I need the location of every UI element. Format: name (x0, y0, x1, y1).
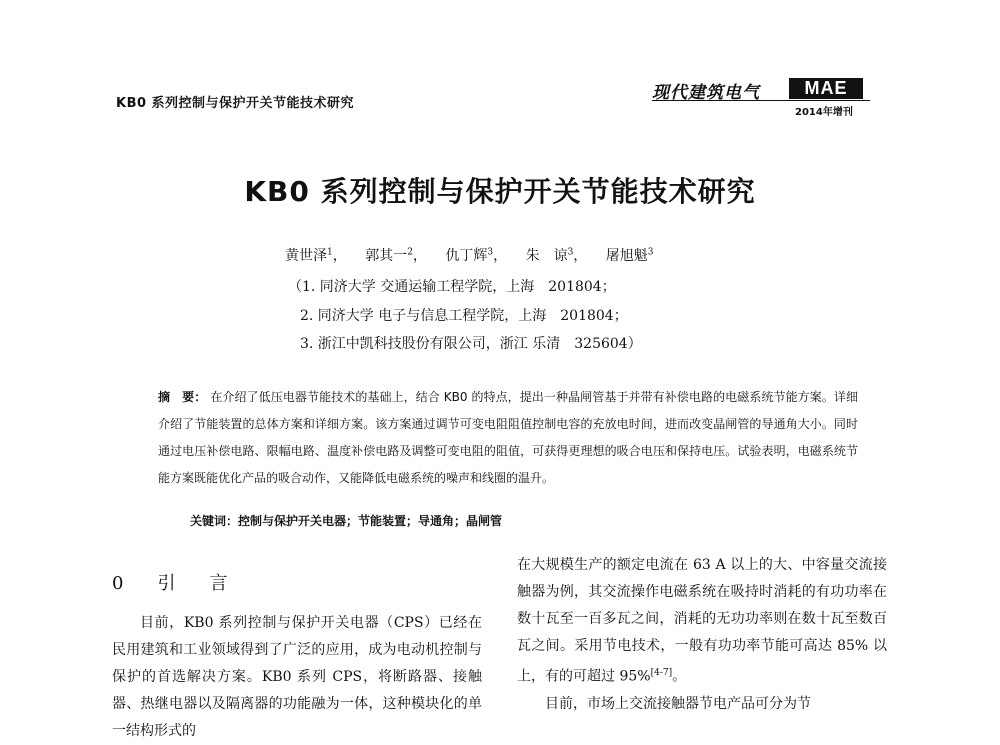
body-column-right (517, 552, 887, 718)
keywords: 关键词：控制与保护开关电器；节能装置；导通角；晶闸管 (190, 514, 503, 528)
body-paragraph: 目前，KB0 系列控制与保护开关电器（CPS）已经在民用建筑和工业领域得到了广泛的应用，成为电动机控制与保护的首选解决方案。KB0 系列 CPS，将断路器、接触器、热继电器以及隔离器的功能融为一体，这种模块化的单一结构形式的 (112, 615, 482, 739)
author: 屠旭魁$^3$ (605, 247, 654, 264)
affiliation: 3. 浙江中凯科技股份有限公司，浙江 乐清 325604） (300, 336, 642, 352)
abstract-text: 在介绍了低压电器节能技术的基础上，结合 KB0 的特点，提出一种晶闸管基于并带有补偿电路的电磁系统节能方案。详细介绍了节能装置的总体方案和详细方案。该方案通过调节可变电阻阻值控制电容的充放电时间，进而改变晶闸管的导通角大小。同时通过电压补偿电路、限幅电路、温度补偿电路及调整可变电阻的阻值，可获得更理想的吸合电压和保持电压。试验表明，电磁系统节能方案既能优化产品的吸合动作，又能降低电磁系统的噪声和线圈的温升。 (158, 390, 858, 485)
abstract (158, 384, 858, 492)
body-column-left (112, 610, 482, 745)
citation: [4-7] (650, 668, 673, 678)
running-title: KB0 系列控制与保护开关节能技术研究 (116, 96, 355, 111)
journal-issue: 2014年增刊 (795, 107, 853, 118)
author: 仇丁辉$^3$， (445, 247, 508, 264)
author: 黄世泽$^1$， (285, 247, 347, 264)
author-list (285, 245, 667, 265)
body-paragraph (517, 552, 887, 691)
section-heading: 0 引 言 (112, 573, 236, 594)
abstract-label: 摘 要： (158, 390, 207, 404)
header-rule (652, 100, 870, 101)
author: 郭其一$^2$， (365, 247, 427, 264)
paper-title: KB0 系列控制与保护开关节能技术研究 (244, 175, 756, 208)
affiliation: （1. 同济大学 交通运输工程学院，上海 201804； (288, 279, 616, 295)
journal-name: 现代建筑电气 (652, 83, 760, 103)
paragraph-end: 。 (672, 668, 687, 685)
affiliation: 2. 同济大学 电子与信息工程学院，上海 201804； (300, 308, 628, 324)
paragraph-text: 在大规模生产的额定电流在 63 A 以上的大、中容量交流接触器为例，其交流操作电磁系统在吸持时消耗的有功功率在数十瓦至一百多瓦之间，消耗的无功功率则在数十瓦至数百瓦之间。采用节电技术，一般有功功率节能可高达 85% 以上，有的可超过 95% (517, 557, 887, 685)
body-paragraph: 目前，市场上交流接触器节电产品可分为节 (545, 695, 811, 712)
author: 朱 谅$^3$， (525, 247, 588, 264)
journal-logo: MAE (789, 78, 863, 99)
